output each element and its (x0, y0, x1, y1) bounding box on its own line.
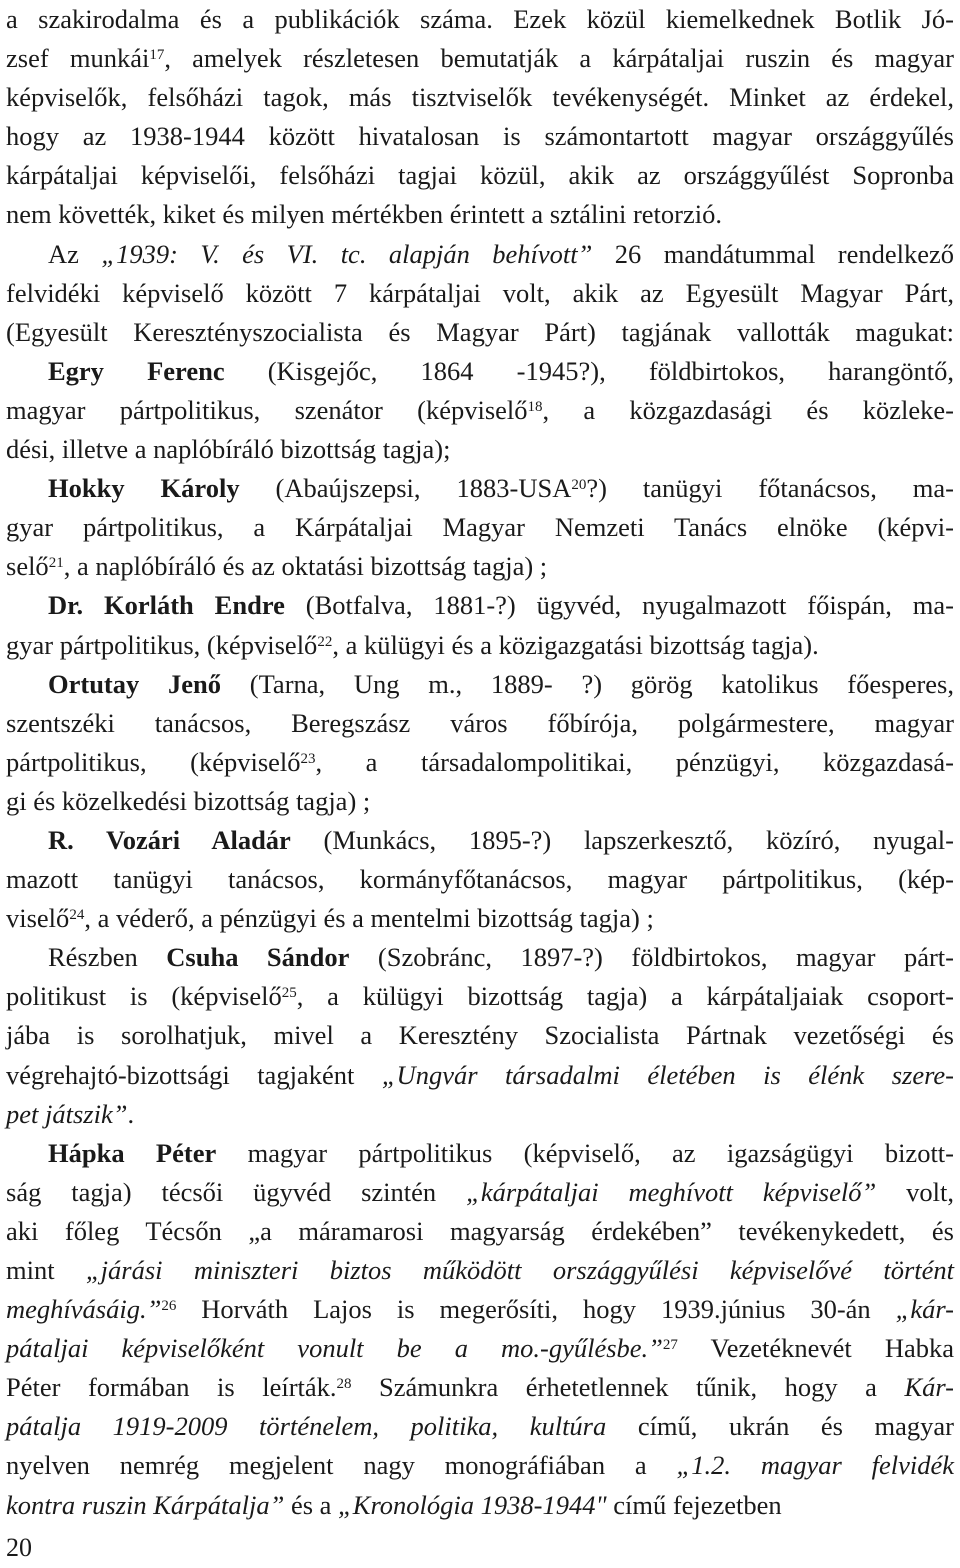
text-run: Számunkra érhetetlennek tűnik, hogy a (351, 1372, 905, 1403)
text-run: szentszéki tanácsos, Beregszász város főbírója, polgármestere, magyar (6, 707, 954, 738)
text-line (6, 78, 954, 117)
text-run: ?) tanügyi főtanácsos, ma- (586, 473, 955, 504)
text-line (6, 313, 954, 352)
footnote-ref: 17 (149, 46, 165, 63)
text-run: a szakirodalma és a publikációk száma. Ezek közül kiemelkednek Botlik Jó- (6, 4, 954, 34)
footnote-ref: 22 (317, 633, 333, 650)
text-run: felvidéki képviselő között 7 kárpátaljai volt, akik az Egyesült Magyar Párt, (6, 277, 954, 308)
text-run: , a külügyi bizottság tagja) a kárpátaljaiak csoport- (296, 981, 955, 1012)
text-line (6, 1407, 954, 1446)
text-run: (Abaújszepsi, 1883-USA (239, 473, 572, 504)
text-run: aki főleg Técsőn „a máramarosi magyarság érdekében” tevékenykedett, és (6, 1215, 954, 1246)
text-line (6, 547, 954, 586)
text-run: . (127, 1098, 135, 1129)
text-line (6, 860, 954, 899)
text-line (6, 1368, 954, 1407)
text-line (6, 1329, 954, 1368)
text-run: 26 mandátummal rendelkező (592, 238, 954, 269)
text-line (6, 469, 954, 508)
text-line (6, 430, 954, 469)
text-run: , a naplóbíráló és az oktatási bizottság tagja) ; (63, 551, 548, 582)
text-run: gyar pártpolitikus, (képviselő (6, 629, 318, 660)
text-run: Az (48, 238, 102, 269)
person-name: Dr. Korláth Endre (48, 590, 285, 621)
text-run: „1939: V. és VI. tc. alapján behívott” (101, 238, 593, 269)
text-run: Péter formában is leírták. (6, 1372, 337, 1403)
text-line (6, 1095, 954, 1134)
text-run: (Kisgejőc, 1864 -1945?), földbirtokos, harangöntő, (224, 355, 954, 386)
text-line (6, 743, 954, 782)
text-line (6, 1486, 954, 1525)
body-text (6, 0, 954, 1525)
text-run: jába is sorolhatjuk, mivel a Keresztény Szocialista Pártnak vezetőségi és (6, 1020, 954, 1051)
text-run: pártpolitikus, (képviselő (6, 746, 301, 777)
text-line (6, 1446, 954, 1485)
text-line (6, 1173, 954, 1212)
footnote-ref: 26 (161, 1297, 177, 1314)
person-name: Hápka Péter (48, 1137, 217, 1168)
text-run: Horváth Lajos is megerősíti, hogy 1939.június 30-án (176, 1294, 896, 1325)
text-run: (Munkács, 1895-?) lapszerkesztő, közíró, nyugal- (290, 824, 954, 855)
text-run: című fejezetben (606, 1489, 782, 1520)
text-line (6, 1056, 954, 1095)
text-run: „Kronológia 1938-1944" (338, 1489, 607, 1520)
footnote-ref: 18 (527, 398, 543, 415)
text-run: pet játszik” (6, 1098, 128, 1129)
text-run: (Botfalva, 1881-?) ügyvéd, nyugalmazott főispán, ma- (284, 590, 954, 621)
person-name: Hokky Károly (48, 473, 240, 504)
text-run: „járási miniszteri biztos működött országgyűlési képviselővé történt (85, 1255, 955, 1285)
text-line (6, 821, 954, 860)
text-line (6, 274, 954, 313)
text-run: „kárpátaljai meghívott képviselő” (466, 1176, 877, 1207)
text-line (6, 1212, 954, 1251)
text-run: selő (6, 551, 49, 582)
text-line (6, 782, 954, 821)
text-line (6, 1290, 954, 1329)
footnote-ref: 21 (48, 555, 64, 572)
text-run: képviselők, felsőházi tagok, más tisztviselők tevékenységét. Minket az érdekel, (6, 82, 954, 113)
text-run: ság tagja) técsői ügyvéd szintén (6, 1176, 467, 1207)
text-line (6, 1016, 954, 1055)
footnote-ref: 24 (69, 906, 85, 923)
text-run: dési, illetve a naplóbíráló bizottság tagja); (6, 434, 451, 465)
person-name: R. Vozári Aladár (48, 824, 291, 855)
text-run: kontra ruszin Kárpátalja” (6, 1489, 285, 1520)
text-run: , a közgazdasági és közleke- (542, 394, 954, 425)
footnote-ref: 27 (662, 1336, 678, 1353)
text-run: mint (6, 1255, 86, 1285)
footnote-ref: 23 (300, 750, 316, 767)
text-run: , a társadalompolitikai, pénzügyi, közgazdasá- (315, 746, 954, 777)
text-line (6, 665, 954, 704)
text-run: magyar pártpolitikus (képviselő, az igazságügyi bizott- (216, 1137, 954, 1168)
text-line (6, 704, 954, 743)
text-line (6, 195, 954, 234)
text-run: gi és közelkedési bizottság tagja) ; (6, 785, 371, 816)
text-run: című, ukrán és magyar (606, 1411, 954, 1442)
text-line (6, 352, 954, 391)
text-run: gyar pártpolitikus, a Kárpátaljai Magyar Nemzeti Tanács elnöke (képvi- (6, 512, 954, 543)
text-line (6, 626, 954, 665)
text-line (6, 235, 954, 274)
text-run: „kár- (895, 1294, 954, 1325)
text-run: (Tarna, Ung m., 1889- ?) görög katolikus főesperes, (221, 668, 954, 699)
text-run: Részben (48, 942, 167, 973)
footnote-ref: 25 (281, 985, 297, 1002)
person-name: Egry Ferenc (48, 355, 225, 386)
text-run: Kár- (904, 1372, 954, 1403)
text-run: zsef munkái (6, 43, 150, 74)
text-run: nyelven nemrég megjelent nagy monográfiában a (6, 1450, 677, 1481)
text-run: volt, (876, 1176, 954, 1207)
text-line (6, 977, 954, 1016)
text-run: nem követték, kiket és milyen mértékben érintett a sztálini retorzió. (6, 199, 722, 230)
footnote-ref: 20 (571, 476, 587, 493)
person-name: Ortutay Jenő (48, 668, 222, 699)
text-line (6, 117, 954, 156)
text-run: (Egyesült Keresztényszocialista és Magyar Párt) tagjának vallották magukat: (6, 316, 954, 347)
text-run: hogy az 1938-1944 között hivatalosan is számontartott magyar országgyűlés (6, 121, 954, 152)
text-run: , a külügyi és a közigazgatási bizottság tagja). (332, 629, 819, 660)
text-run: végrehajtó-bizottsági tagjaként (6, 1059, 382, 1090)
text-run: viselő (6, 903, 70, 934)
text-line (6, 156, 954, 195)
text-line (6, 1134, 954, 1173)
text-line (6, 391, 954, 430)
text-run: , amelyek részletesen bemutatják a kárpátaljai ruszin és magyar (164, 43, 954, 74)
text-run: meghívásáig.” (6, 1294, 162, 1325)
person-name: Csuha Sándor (166, 942, 350, 973)
text-line (6, 1251, 954, 1290)
text-run: , a véderő, a pénzügyi és a mentelmi bizottság tagja) ; (84, 903, 654, 934)
text-run: pátaljai képviselőként vonult be a mo.-gyűlésbe.” (6, 1333, 663, 1364)
text-run: pátalja 1919-2009 történelem, politika, kultúra (6, 1411, 607, 1442)
page-number: 20 (6, 1533, 32, 1562)
text-run: „Ungvár társadalmi életében is élénk szere- (381, 1059, 954, 1090)
text-run: (Szobránc, 1897-?) földbirtokos, magyar párt- (349, 942, 954, 973)
text-line (6, 39, 954, 78)
text-run: „1.2. magyar felvidék (676, 1450, 954, 1481)
text-line (6, 586, 954, 625)
text-line (6, 0, 954, 39)
text-line (6, 899, 954, 938)
text-run: és a (284, 1489, 339, 1520)
text-line (6, 508, 954, 547)
text-line (6, 938, 954, 977)
text-run: mazott tanügyi tanácsos, kormányfőtanácsos, magyar pártpolitikus, (kép- (6, 864, 954, 895)
text-run: magyar pártpolitikus, szenátor (képviselő (6, 394, 528, 425)
footnote-ref: 28 (336, 1376, 352, 1393)
text-run: Vezetéknevét Habka (677, 1333, 954, 1364)
text-run: kárpátaljai képviselői, felsőházi tagjai közül, akik az országgyűlést Sopronba (6, 160, 954, 191)
text-run: politikust is (képviselő (6, 981, 282, 1012)
